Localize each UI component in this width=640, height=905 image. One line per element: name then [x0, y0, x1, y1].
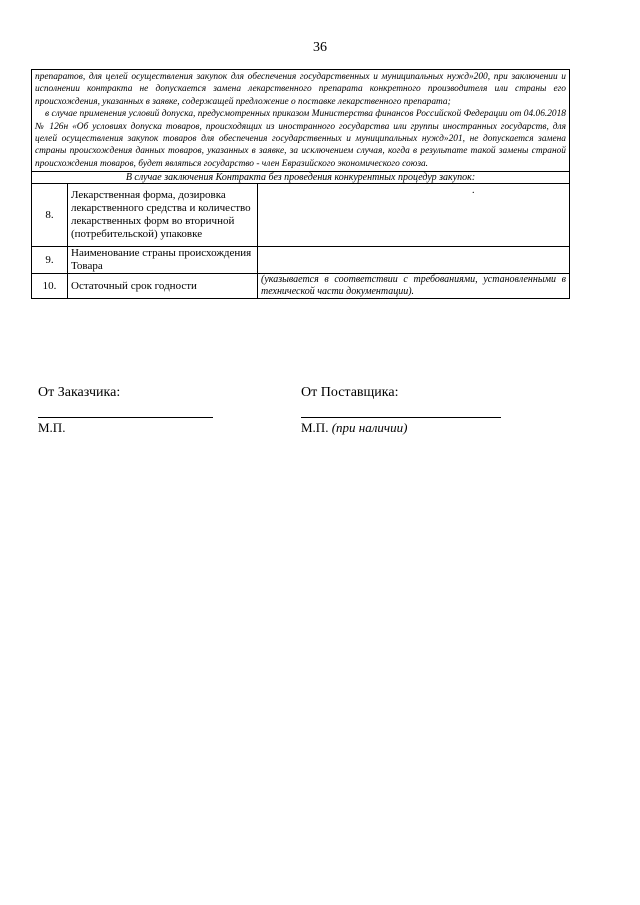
row-number: 10. — [32, 274, 68, 299]
row-number: 9. — [32, 247, 68, 274]
customer-signature-line — [38, 417, 213, 418]
supplier-stamp: М.П. — [301, 420, 329, 435]
table-row — [32, 247, 570, 274]
row-value-text: . — [472, 185, 475, 197]
row-value: (указывается в соответствии с требованиями, установленными в технической части документации). — [258, 274, 570, 299]
row-value — [258, 184, 570, 247]
supplier-stamp-note: (при наличии) — [331, 420, 408, 435]
supplier-signature-line — [301, 417, 501, 418]
row-value — [258, 247, 570, 274]
intro-row — [32, 70, 570, 172]
section-header: В случае заключения Контракта без проведения конкурентных процедур закупок: — [32, 172, 570, 184]
row-name: Наименование страны происхождения Товара — [68, 247, 258, 274]
supplier-stamp-row — [301, 420, 501, 436]
customer-title: От Заказчика: — [38, 385, 121, 400]
customer-signature-block — [38, 385, 213, 436]
table-row — [32, 274, 570, 299]
supplier-signature-block — [301, 385, 501, 436]
customer-stamp: М.П. — [38, 420, 66, 435]
contract-table — [31, 69, 570, 299]
intro-paragraph-1: препаратов, для целей осуществления закупок для обеспечения государственных и муниципальных нужд»200, при заключении и исполнении контракта не допускается замена лекарственного препарата конкретного производителя или страны его происхождения, указанных в заявке, содержащей предложение о поставке лекарственного препарата; — [35, 72, 566, 107]
supplier-title: От Поставщика: — [301, 385, 399, 400]
intro-paragraph-2: в случае применения условий допуска, предусмотренных приказом Министерства финансов Российской Федерации от 04.06.2018 № 126н «Об условиях допуска товаров, происходящих из иностранного государства или группы иностранных государств, для целей осуществления закупок товаров для обеспечения государственных и муниципальных нужд»201, не допускается замена страны происхождения данных товаров, указанных в заявке, за исключением случая, когда в результате такой замены страной происхождения товаров, будет являться государство - член Евразийского экономического союза. — [35, 109, 566, 169]
section-header-row — [32, 172, 570, 184]
table-row — [32, 184, 570, 247]
row-name: Остаточный срок годности — [68, 274, 258, 299]
intro-cell — [32, 70, 570, 172]
row-number: 8. — [32, 184, 68, 247]
row-name: Лекарственная форма, дозировка лекарственного средства и количество лекарственных форм во вторичной (потребительской) упаковке — [68, 184, 258, 247]
page-number: 36 — [313, 40, 327, 55]
